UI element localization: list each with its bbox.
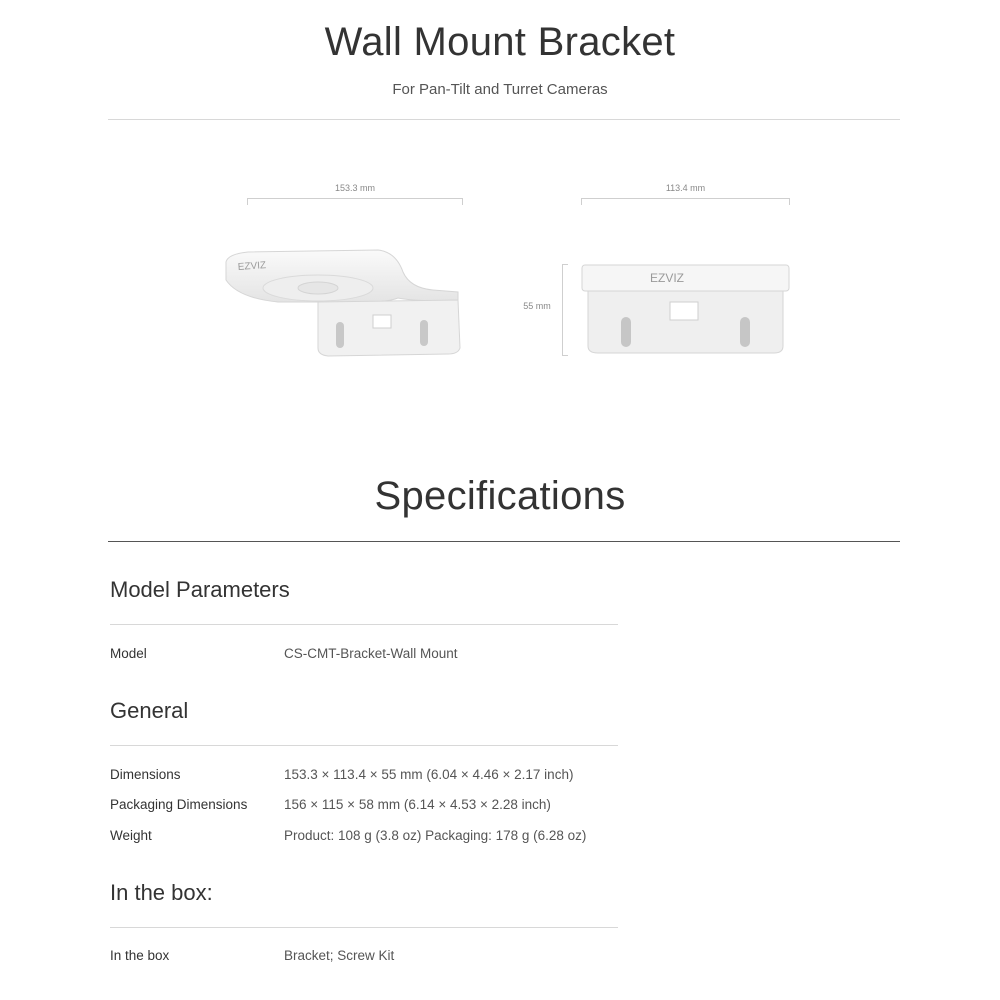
specifications-title: Specifications bbox=[374, 474, 626, 518]
spec-label-weight: Weight bbox=[110, 828, 152, 843]
spec-value-dimensions: 153.3 × 113.4 × 55 mm (6.04 × 4.46 × 2.17 inch) bbox=[284, 767, 574, 782]
section-heading-general: General bbox=[110, 698, 189, 723]
spec-label-dimensions: Dimensions bbox=[110, 767, 181, 782]
bracket-side-view-image bbox=[218, 240, 468, 365]
bracket-front-view-image bbox=[578, 262, 793, 357]
section-divider bbox=[110, 927, 618, 928]
section-divider bbox=[110, 745, 618, 746]
spec-label-model: Model bbox=[110, 646, 147, 661]
front-logo: EZVIZ bbox=[650, 271, 685, 285]
front-height-label: 55 mm bbox=[523, 301, 551, 311]
side-width-label: 153.3 mm bbox=[334, 183, 376, 193]
header-divider bbox=[108, 119, 900, 120]
section-heading-model-parameters: Model Parameters bbox=[110, 577, 290, 602]
front-width-label: 113.4 mm bbox=[665, 183, 706, 193]
side-width-dimension-line bbox=[247, 198, 463, 205]
side-logo: EZVIZ bbox=[237, 260, 267, 273]
front-height-dimension-line bbox=[562, 264, 568, 356]
spec-label-packaging-dimensions: Packaging Dimensions bbox=[110, 797, 248, 812]
specifications-divider bbox=[108, 541, 900, 542]
section-heading-in-the-box: In the box: bbox=[110, 880, 213, 905]
spec-value-packaging-dimensions: 156 × 115 × 58 mm (6.14 × 4.53 × 2.28 inch) bbox=[284, 797, 551, 812]
spec-label-in-the-box: In the box bbox=[110, 948, 170, 963]
page-subtitle: For Pan-Tilt and Turret Cameras bbox=[392, 81, 608, 98]
spec-value-weight: Product: 108 g (3.8 oz) Packaging: 178 g (6.28 oz) bbox=[284, 828, 587, 843]
spec-value-model: CS-CMT-Bracket-Wall Mount bbox=[284, 646, 458, 661]
spec-value-in-the-box: Bracket; Screw Kit bbox=[284, 948, 395, 963]
front-width-dimension-line bbox=[581, 198, 790, 205]
page-title: Wall Mount Bracket bbox=[324, 20, 676, 64]
section-divider bbox=[110, 624, 618, 625]
